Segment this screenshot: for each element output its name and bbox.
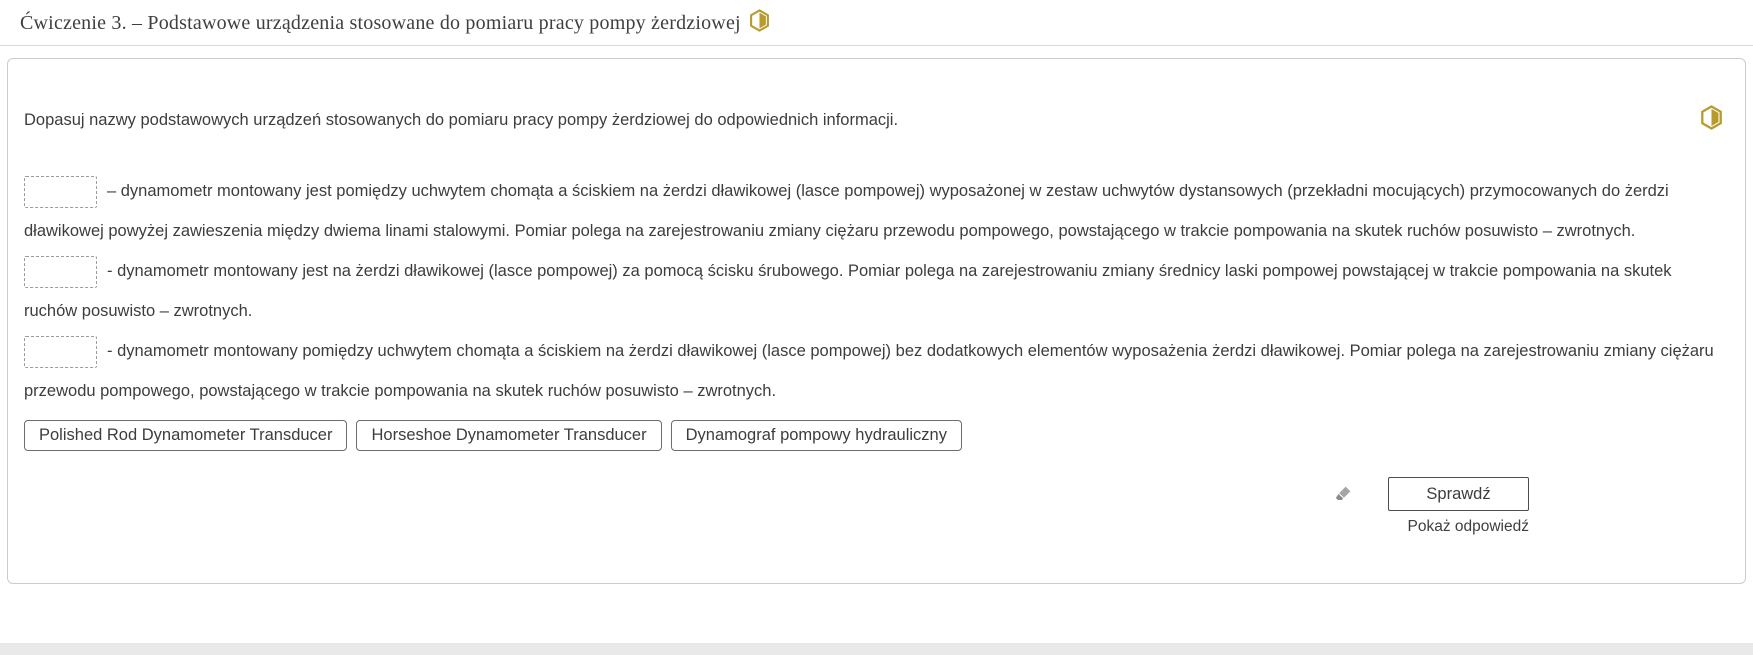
eraser-icon[interactable]: [1330, 481, 1356, 507]
gap-text-3: - dynamometr montowany pomiędzy uchwytem chomąta a ściskiem na żerdzi dławikowej (lasce pompowej) bez dodatkowych elementów wyposażenia żerdzi dławikowej. Pomiar polega na zarejestrowaniu zmiany ciężaru przewodu pompowego, powstającego w trakcie pompowania na skutek ruchów posuwisto – zwrotnych.: [24, 342, 1714, 400]
gap-text-1: – dynamometr montowany jest pomiędzy uchwytem chomąta a ściskiem na żerdzi dławikowej (lasce pompowej) wyposażonej w zestaw uchwytów dystansowych (przekładni mocujących) przymocowanych do żerdzi dławikowej powyżej zawieszenia między dwiema linami stalowymi. Pomiar polega na zarejestrowaniu zmiany ciężaru przewodu pompowego, powstającego w trakcie pompowania na skutek ruchów posuwisto – zwrotnych.: [24, 182, 1669, 240]
instruction-text: Dopasuj nazwy podstawowych urządzeń stosowanych do pomiaru pracy pompy żerdziowej do odpowiednich informacji.: [24, 110, 899, 129]
gap-paragraph-1: [24, 171, 1729, 251]
gap-paragraph-3: [24, 331, 1729, 411]
gap-paragraphs: [24, 171, 1729, 411]
exercise-header: [0, 0, 1753, 46]
show-answer-row: [24, 518, 1729, 536]
show-answer-link[interactable]: Pokaż odpowiedź: [1407, 518, 1529, 535]
gap-text-2: - dynamometr montowany jest na żerdzi dławikowej (lasce pompowej) za pomocą ścisku śrubowego. Pomiar polega na zarejestrowaniu zmiany średnicy laski pompowej powstającej w trakcie pompowania na skutek ruchów posuwisto – zwrotnych.: [24, 262, 1672, 320]
exercise-panel: [7, 58, 1746, 584]
instruction-row: [24, 59, 1729, 135]
answer-chip-dynamograf[interactable]: Dynamograf pompowy hydrauliczny: [671, 420, 962, 451]
gap-paragraph-2: [24, 251, 1729, 331]
difficulty-hexagon-icon: [749, 9, 770, 37]
answer-chip-polished-rod[interactable]: Polished Rod Dynamometer Transducer: [24, 420, 347, 451]
difficulty-hexagon-icon: [1700, 105, 1723, 135]
exercise-title: Ćwiczenie 3. – Podstawowe urządzenia stosowane do pomiaru pracy pompy żerdziowej: [20, 11, 741, 34]
answer-drop-zone-1[interactable]: [24, 176, 97, 208]
check-button[interactable]: Sprawdź: [1388, 477, 1529, 511]
answer-drop-zone-3[interactable]: [24, 336, 97, 368]
answer-drop-zone-2[interactable]: [24, 256, 97, 288]
controls-row: [24, 477, 1729, 511]
answer-chips-row: [24, 420, 1729, 451]
answer-chip-horseshoe[interactable]: Horseshoe Dynamometer Transducer: [356, 420, 661, 451]
